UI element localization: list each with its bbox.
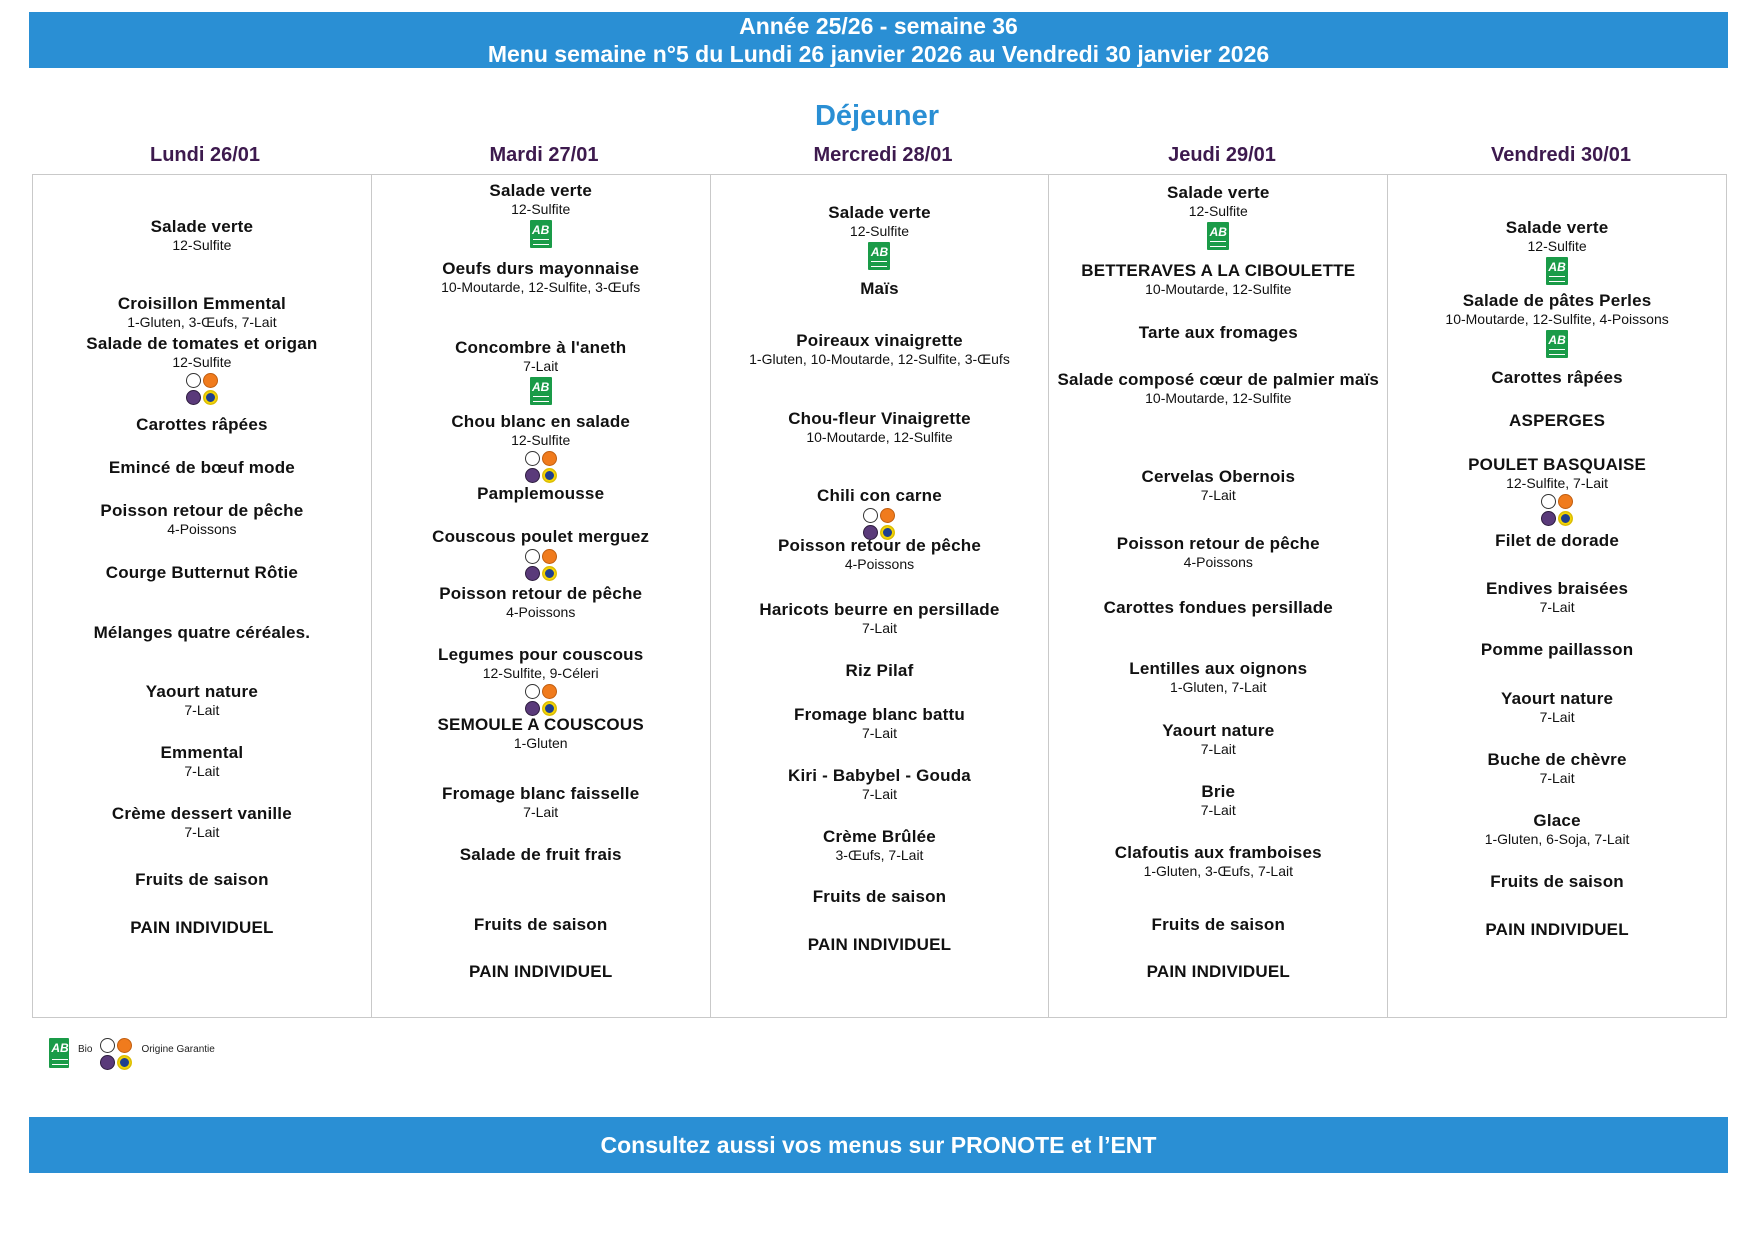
origin-badge: [372, 684, 710, 716]
dish-name: Poisson retour de pêche: [1116, 534, 1320, 553]
allergen-list: 7-Lait: [1539, 599, 1575, 615]
menu-item: [33, 294, 371, 331]
dish-name: Maïs: [860, 279, 899, 298]
dish-name: Kiri - Babybel - Gouda: [788, 766, 971, 785]
menu-item: [372, 584, 710, 621]
dish-name: Salade verte: [828, 203, 931, 222]
dish-name: Fromage blanc faisselle: [442, 784, 640, 803]
allergen-list: 12-Sulfite: [172, 354, 232, 370]
day-header-friday: Vendredi 30/01: [1490, 144, 1632, 166]
allergen-list: 7-Lait: [1200, 741, 1236, 757]
dish-name: Oeufs durs mayonnaise: [442, 259, 640, 278]
dish-name: Poisson retour de pêche: [778, 536, 981, 555]
dish-name: Yaourt nature: [1500, 689, 1614, 708]
menu-item: [33, 563, 371, 583]
dish-name: Salade verte: [1505, 218, 1609, 237]
menu-item: [33, 870, 371, 890]
menu-item: [1049, 534, 1387, 571]
menu-item: [711, 409, 1049, 446]
dish-name: Fromage blanc battu: [793, 705, 965, 724]
day-header-monday: Lundi 26/01: [149, 144, 261, 166]
allergen-list: 7-Lait: [861, 786, 897, 802]
allergen-list: 12-Sulfite: [1188, 203, 1248, 219]
day-column-thursday: [1049, 175, 1388, 1017]
bio-label-icon: AB: [530, 220, 552, 248]
allergen-list: 4-Poissons: [506, 604, 576, 620]
menu-grid: [32, 174, 1727, 1018]
bio-badge: [372, 377, 710, 405]
menu-item: [1049, 467, 1387, 504]
dish-name: Brie: [1201, 782, 1236, 801]
menu-item: [1388, 218, 1726, 285]
dish-name: Fruits de saison: [812, 887, 947, 906]
allergen-list: 12-Sulfite: [511, 201, 571, 217]
menu-item: [711, 887, 1049, 907]
legend-origin-label: Origine Garantie: [141, 1044, 215, 1055]
dish-name: Salade de tomates et origan: [86, 334, 318, 353]
menu-item: [1049, 915, 1387, 935]
dish-name: Buche de chèvre: [1487, 750, 1627, 769]
dish-name: Mélanges quatre céréales.: [93, 623, 311, 642]
allergen-list: 10-Moutarde, 12-Sulfite, 4-Poissons: [1445, 311, 1669, 327]
menu-item: [33, 458, 371, 478]
allergen-list: 10-Moutarde, 12-Sulfite: [806, 429, 953, 445]
dish-name: ASPERGES: [1509, 411, 1606, 430]
dish-name: Yaourt nature: [145, 682, 258, 701]
allergen-list: 12-Sulfite: [1527, 238, 1587, 254]
dish-name: Salade de pâtes Perles: [1462, 291, 1652, 310]
dish-name: Tarte aux fromages: [1138, 323, 1298, 342]
menu-item: [33, 415, 371, 435]
menu-item: [711, 600, 1049, 637]
day-column-tuesday: [372, 175, 711, 1017]
dish-name: Fruits de saison: [135, 870, 269, 889]
menu-item: [372, 259, 710, 296]
legend-bio-label: Bio: [78, 1044, 93, 1055]
dish-name: BETTERAVES A LA CIBOULETTE: [1081, 261, 1356, 280]
dish-name: Chili con carne: [817, 486, 942, 505]
menu-item: [1049, 261, 1387, 298]
allergen-list: 1-Gluten, 3-Œufs, 7-Lait: [127, 314, 277, 330]
dish-name: Emincé de bœuf mode: [108, 458, 295, 477]
allergen-list: 4-Poissons: [1183, 554, 1253, 570]
menu-item: [372, 962, 710, 982]
dish-name: PAIN INDIVIDUEL: [468, 962, 613, 981]
menu-item: [711, 536, 1049, 573]
dish-name: Salade verte: [489, 181, 592, 200]
dish-name: Riz Pilaf: [845, 661, 914, 680]
allergen-list: 7-Lait: [861, 620, 897, 636]
allergen-list: 7-Lait: [1200, 487, 1236, 503]
menu-item: [33, 501, 371, 538]
allergen-list: 7-Lait: [184, 824, 220, 840]
day-column-friday: [1388, 175, 1726, 1017]
allergen-list: 4-Poissons: [167, 521, 237, 537]
menu-item: [711, 935, 1049, 955]
allergen-list: 1-Gluten, 3-Œufs, 7-Lait: [1143, 863, 1293, 879]
menu-item: [372, 527, 710, 581]
allergen-list: 4-Poissons: [844, 556, 915, 572]
bio-badge: [372, 220, 710, 248]
dish-name: Croisillon Emmental: [117, 294, 286, 313]
dish-name: Cervelas Obernois: [1141, 467, 1296, 486]
dish-name: Legumes pour couscous: [437, 645, 644, 664]
origin-badge: [1388, 494, 1726, 526]
dish-name: Endives braisées: [1486, 579, 1629, 598]
dish-name: Emmental: [160, 743, 244, 762]
bio-badge: [1388, 257, 1726, 285]
allergen-list: 12-Sulfite, 7-Lait: [1506, 475, 1609, 491]
allergen-list: 10-Moutarde, 12-Sulfite, 3-Œufs: [441, 279, 641, 295]
dish-name: Lentilles aux oignons: [1129, 659, 1308, 678]
menu-item: [33, 743, 371, 780]
menu-item: [1388, 411, 1726, 431]
dish-name: Courge Butternut Rôtie: [105, 563, 299, 582]
bio-badge: [711, 242, 1049, 270]
day-column-monday: [33, 175, 372, 1017]
menu-item: [1049, 782, 1387, 819]
menu-item: [711, 661, 1049, 681]
menu-item: [1049, 323, 1387, 343]
menu-item: [1049, 721, 1387, 758]
menu-item: [33, 217, 371, 254]
dish-name: PAIN INDIVIDUEL: [130, 918, 274, 937]
meal-title: Déjeuner: [814, 100, 940, 132]
menu-item: [711, 279, 1049, 299]
menu-item: [1388, 531, 1726, 551]
dish-name: Carottes râpées: [1491, 368, 1623, 387]
origin-guarantee-icon: [525, 684, 557, 716]
menu-item: [372, 645, 710, 716]
origin-guarantee-icon: [525, 549, 557, 581]
dish-name: Poisson retour de pêche: [439, 584, 643, 603]
allergen-list: 10-Moutarde, 12-Sulfite: [1145, 390, 1292, 406]
dish-name: Crème dessert vanille: [111, 804, 292, 823]
menu-item: [711, 766, 1049, 803]
allergen-list: 7-Lait: [184, 702, 220, 718]
allergen-list: 1-Gluten, 10-Moutarde, 12-Sulfite, 3-Œufs: [749, 351, 1010, 367]
allergen-list: 12-Sulfite: [172, 237, 232, 253]
menu-item: [1388, 455, 1726, 526]
menu-item: [372, 412, 710, 483]
dish-name: Carottes râpées: [136, 415, 268, 434]
bio-label-icon: AB: [49, 1038, 69, 1068]
menu-item: [1049, 962, 1387, 982]
allergen-list: 7-Lait: [861, 725, 897, 741]
week-date-range: Menu semaine n°5 du Lundi 26 janvier 2026 au Vendredi 30 janvier 2026: [487, 41, 1270, 67]
menu-item: [1049, 843, 1387, 880]
origin-badge: [33, 373, 371, 405]
bio-badge: [1049, 222, 1387, 250]
allergen-list: 7-Lait: [184, 763, 220, 779]
dish-name: Chou-fleur Vinaigrette: [788, 409, 971, 428]
dish-name: PAIN INDIVIDUEL: [1485, 920, 1629, 939]
dish-name: Clafoutis aux framboises: [1114, 843, 1322, 862]
menu-item: [1388, 640, 1726, 660]
menu-item: [711, 486, 1049, 540]
dish-name: Glace: [1533, 811, 1581, 830]
dish-name: Fruits de saison: [1151, 915, 1286, 934]
menu-item: [1388, 750, 1726, 787]
menu-item: [33, 804, 371, 841]
dish-name: Couscous poulet merguez: [432, 527, 650, 546]
allergen-list: 3-Œufs, 7-Lait: [835, 847, 924, 863]
dish-name: Salade composé cœur de palmier maïs: [1057, 370, 1380, 389]
allergen-list: 1-Gluten, 6-Soja, 7-Lait: [1484, 831, 1630, 847]
allergen-list: 7-Lait: [1200, 802, 1236, 818]
day-header-thursday: Jeudi 29/01: [1168, 144, 1276, 166]
origin-badge: [372, 451, 710, 483]
menu-item: [33, 334, 371, 405]
menu-item: [372, 338, 710, 405]
menu-item: [33, 682, 371, 719]
dish-name: Salade de fruit frais: [459, 845, 622, 864]
menu-item: [372, 845, 710, 865]
allergen-list: 12-Sulfite: [849, 223, 910, 239]
dish-name: Poireaux vinaigrette: [796, 331, 963, 350]
menu-item: [1049, 659, 1387, 696]
allergen-list: 12-Sulfite, 9-Céleri: [482, 665, 599, 681]
bio-label-icon: AB: [1546, 257, 1568, 285]
menu-item: [372, 715, 710, 752]
bio-label-icon: AB: [1207, 222, 1229, 250]
menu-item: [711, 331, 1049, 368]
menu-item: [372, 915, 710, 935]
allergen-list: 7-Lait: [523, 804, 559, 820]
footer-text: Consultez aussi vos menus sur PRONOTE et l’ENT: [600, 1132, 1157, 1158]
bio-badge: [1388, 330, 1726, 358]
dish-name: Yaourt nature: [1162, 721, 1275, 740]
origin-guarantee-icon: [186, 373, 218, 405]
allergen-list: 12-Sulfite: [511, 432, 571, 448]
allergen-list: 10-Moutarde, 12-Sulfite: [1145, 281, 1292, 297]
allergen-list: 1-Gluten: [513, 735, 568, 751]
dish-name: Fruits de saison: [1490, 872, 1624, 891]
day-header-tuesday: Mardi 27/01: [489, 144, 599, 166]
legend: [49, 1038, 223, 1072]
menu-item: [711, 827, 1049, 864]
menu-item: [711, 203, 1049, 270]
menu-item: [1049, 370, 1387, 407]
dish-name: Concombre à l'aneth: [455, 338, 627, 357]
allergen-list: 7-Lait: [1539, 709, 1575, 725]
dish-name: Poisson retour de pêche: [100, 501, 304, 520]
dish-name: SEMOULE A COUSCOUS: [437, 715, 644, 734]
week-header-banner: [29, 12, 1728, 68]
menu-item: [1049, 598, 1387, 618]
menu-item: [711, 705, 1049, 742]
dish-name: Fruits de saison: [473, 915, 608, 934]
bio-label-icon: AB: [868, 242, 890, 270]
dish-name: Chou blanc en salade: [451, 412, 631, 431]
allergen-list: 7-Lait: [523, 358, 559, 374]
allergen-list: 1-Gluten, 7-Lait: [1170, 679, 1267, 695]
origin-guarantee-icon: [100, 1038, 132, 1070]
allergen-list: 7-Lait: [1539, 770, 1575, 786]
dish-name: POULET BASQUAISE: [1468, 455, 1647, 474]
menu-item: [1388, 291, 1726, 358]
dish-name: Crème Brûlée: [823, 827, 936, 846]
menu-item: [1388, 872, 1726, 892]
bio-label-icon: AB: [530, 377, 552, 405]
origin-guarantee-icon: [525, 451, 557, 483]
day-column-wednesday: [711, 175, 1050, 1017]
dish-name: Salade verte: [150, 217, 254, 236]
dish-name: Pomme paillasson: [1480, 640, 1634, 659]
bio-label-icon: AB: [1546, 330, 1568, 358]
menu-item: [1049, 183, 1387, 250]
origin-badge: [372, 549, 710, 581]
week-title: Année 25/26 - semaine 36: [739, 13, 1018, 39]
footer-banner: [29, 1117, 1728, 1173]
menu-item: [1388, 920, 1726, 940]
dish-name: PAIN INDIVIDUEL: [807, 935, 952, 954]
menu-item: [33, 918, 371, 938]
dish-name: PAIN INDIVIDUEL: [1146, 962, 1290, 981]
day-header-wednesday: Mercredi 28/01: [813, 144, 953, 166]
dish-name: Salade verte: [1167, 183, 1270, 202]
menu-item: [1388, 368, 1726, 388]
menu-item: [1388, 689, 1726, 726]
menu-item: [372, 181, 710, 248]
dish-name: Filet de dorade: [1495, 531, 1620, 550]
menu-item: [372, 784, 710, 821]
origin-guarantee-icon: [1541, 494, 1573, 526]
menu-item: [1388, 811, 1726, 848]
menu-item: [372, 484, 710, 504]
dish-name: Haricots beurre en persillade: [759, 600, 1000, 619]
menu-item: [33, 623, 371, 643]
dish-name: Pamplemousse: [477, 484, 605, 503]
dish-name: Carottes fondues persillade: [1103, 598, 1333, 617]
menu-item: [1388, 579, 1726, 616]
